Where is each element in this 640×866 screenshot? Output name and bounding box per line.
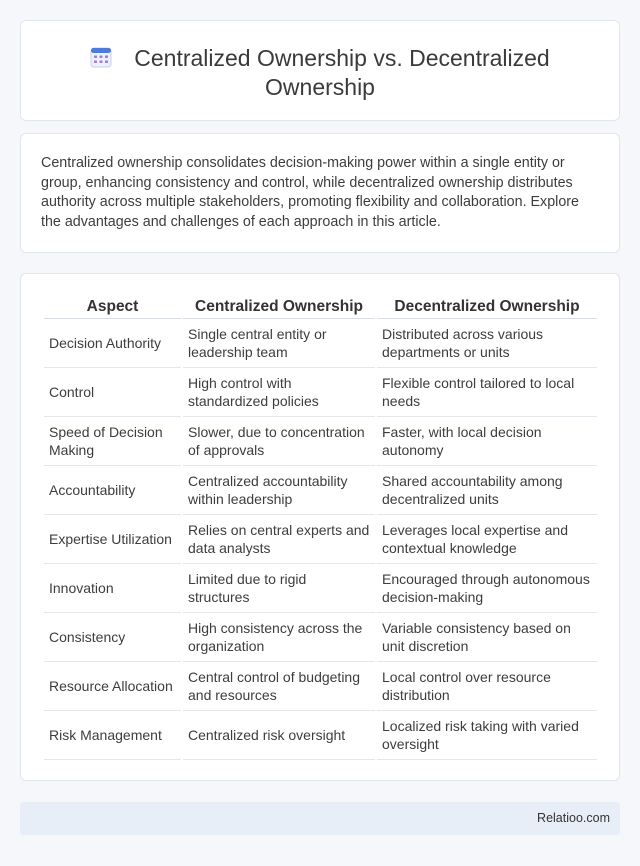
cell-centralized: High consistency across the organization — [183, 613, 375, 662]
cell-aspect: Risk Management — [44, 711, 181, 760]
table-row — [44, 613, 597, 662]
cell-aspect: Accountability — [44, 466, 181, 515]
cell-centralized: High control with standardized policies — [183, 368, 375, 417]
header-decentralized: Decentralized Ownership — [377, 294, 597, 319]
header-aspect: Aspect — [44, 294, 181, 319]
cell-aspect: Speed of Decision Making — [44, 417, 181, 466]
cell-aspect: Expertise Utilization — [44, 515, 181, 564]
cell-aspect: Consistency — [44, 613, 181, 662]
cell-decentralized: Faster, with local decision autonomy — [377, 417, 597, 466]
footer-brand: Relatioo.com — [537, 811, 610, 825]
cell-centralized: Slower, due to concentration of approvals — [183, 417, 375, 466]
cell-centralized: Centralized risk oversight — [183, 711, 375, 760]
calendar-icon — [90, 46, 112, 68]
intro-paragraph: Centralized ownership consolidates decision-making power within a single entity or group, enhancing consistency and control, while decentralized ownership distributes authority across multiple stakeholders, promoting flexibility and collaboration. Explore the advantages and challenges of each approach in this article. — [41, 155, 579, 230]
page-title-text: Centralized Ownership vs. Decentralized Ownership — [134, 45, 550, 100]
intro-card — [20, 133, 620, 253]
cell-centralized: Limited due to rigid structures — [183, 564, 375, 613]
comparison-table-card — [20, 273, 620, 781]
table-row — [44, 711, 597, 760]
cell-decentralized: Encouraged through autonomous decision-making — [377, 564, 597, 613]
cell-decentralized: Distributed across various departments or units — [377, 319, 597, 368]
cell-decentralized: Shared accountability among decentralized units — [377, 466, 597, 515]
cell-decentralized: Flexible control tailored to local needs — [377, 368, 597, 417]
cell-aspect: Innovation — [44, 564, 181, 613]
cell-aspect: Control — [44, 368, 181, 417]
cell-centralized: Relies on central experts and data analysts — [183, 515, 375, 564]
table-row — [44, 466, 597, 515]
table-row — [44, 319, 597, 368]
table-row — [44, 368, 597, 417]
table-row — [44, 515, 597, 564]
cell-aspect: Decision Authority — [44, 319, 181, 368]
table-row — [44, 417, 597, 466]
cell-aspect: Resource Allocation — [44, 662, 181, 711]
page-title — [41, 44, 599, 102]
cell-centralized: Centralized accountability within leadership — [183, 466, 375, 515]
cell-decentralized: Leverages local expertise and contextual knowledge — [377, 515, 597, 564]
header-centralized: Centralized Ownership — [183, 294, 375, 319]
comparison-table — [42, 294, 599, 760]
footer-bar — [20, 802, 620, 835]
table-row — [44, 662, 597, 711]
cell-decentralized: Localized risk taking with varied oversight — [377, 711, 597, 760]
cell-centralized: Single central entity or leadership team — [183, 319, 375, 368]
table-row — [44, 564, 597, 613]
cell-decentralized: Local control over resource distribution — [377, 662, 597, 711]
cell-decentralized: Variable consistency based on unit discretion — [377, 613, 597, 662]
cell-centralized: Central control of budgeting and resources — [183, 662, 375, 711]
table-header-row — [44, 294, 597, 319]
title-card — [20, 20, 620, 121]
